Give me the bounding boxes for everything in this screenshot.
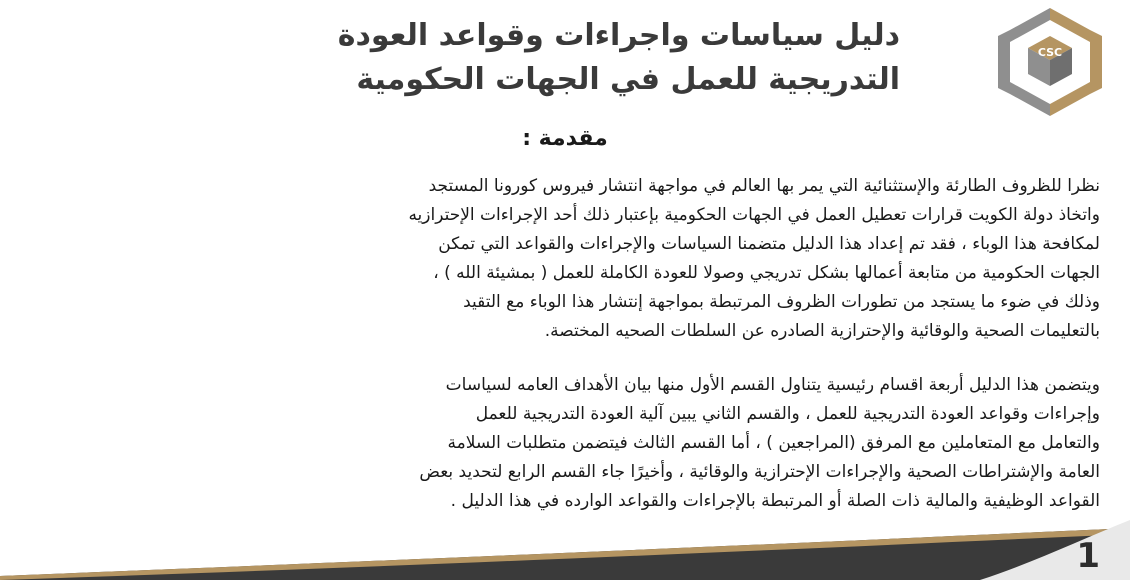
paragraph-line: نظرا للظروف الطارئة والإستثنائية التي يمر بها العالم في مواجهة انتشار فيروس كورونا المستجد xyxy=(428,176,1100,196)
intro-paragraph-1 xyxy=(60,172,1100,346)
paragraph-line: وذلك في ضوء ما يستجد من تطورات الظروف المرتبطة بمواجهة إنتشار هذا الوباء مع التقيد xyxy=(463,292,1100,312)
paragraph-line: لمكافحة هذا الوباء ، فقد تم إعداد هذا الدليل متضمنا السياسات والإجراءات والقواعد التي تمكن xyxy=(438,234,1100,254)
paragraph-line: ويتضمن هذا الدليل أربعة اقسام رئيسية يتناول القسم الأول منها بيان الأهداف العامه لسياسات xyxy=(445,375,1100,395)
paragraph-line: وإجراءات وقواعد العودة التدريجية للعمل ، والقسم الثاني يبين آلية العودة التدريجية للعمل xyxy=(475,404,1100,424)
paragraph-line: والتعامل مع المتعاملين مع المرفق (المراجعين ) ، أما القسم الثالث فيتضمن متطلبات السلامة xyxy=(447,433,1100,453)
document-title xyxy=(180,14,900,102)
title-line-2: التدريجية للعمل في الجهات الحكومية xyxy=(356,62,900,97)
paragraph-line: بالتعليمات الصحية والوقائية والإحترازية الصادره عن السلطات الصحيه المختصة. xyxy=(544,321,1100,341)
csc-logo-graphic xyxy=(990,2,1110,122)
section-heading: مقدمة : xyxy=(522,126,608,151)
paragraph-line: الجهات الحكومية من متابعة أعمالها بشكل تدريجي وصولا للعودة الكاملة للعمل ( بمشيئة الله ) ، xyxy=(433,263,1100,283)
footer-swoosh xyxy=(0,520,1130,580)
title-line-1: دليل سياسات واجراءات وقواعد العودة xyxy=(337,18,900,53)
svg-text:CSC: CSC xyxy=(1037,46,1063,59)
intro-paragraph-2 xyxy=(60,371,1100,516)
paragraph-line: القواعد الوظيفية والمالية ذات الصلة أو المرتبطة بالإجراءات والقواعد الوارده في هذا الدليل . xyxy=(450,491,1100,511)
csc-logo xyxy=(990,2,1110,122)
page-number: 1 xyxy=(1076,536,1100,576)
paragraph-line: العامة والإشتراطات الصحية والإجراءات الإحترازية والوقائية ، وأخيرًا جاء القسم الرابع لتحديد بعض xyxy=(419,462,1100,482)
paragraph-line: واتخاذ دولة الكويت قرارات تعطيل العمل في الجهات الحكومية بإعتبار ذلك أحد الإجراءات الإحترازيه xyxy=(408,205,1100,225)
